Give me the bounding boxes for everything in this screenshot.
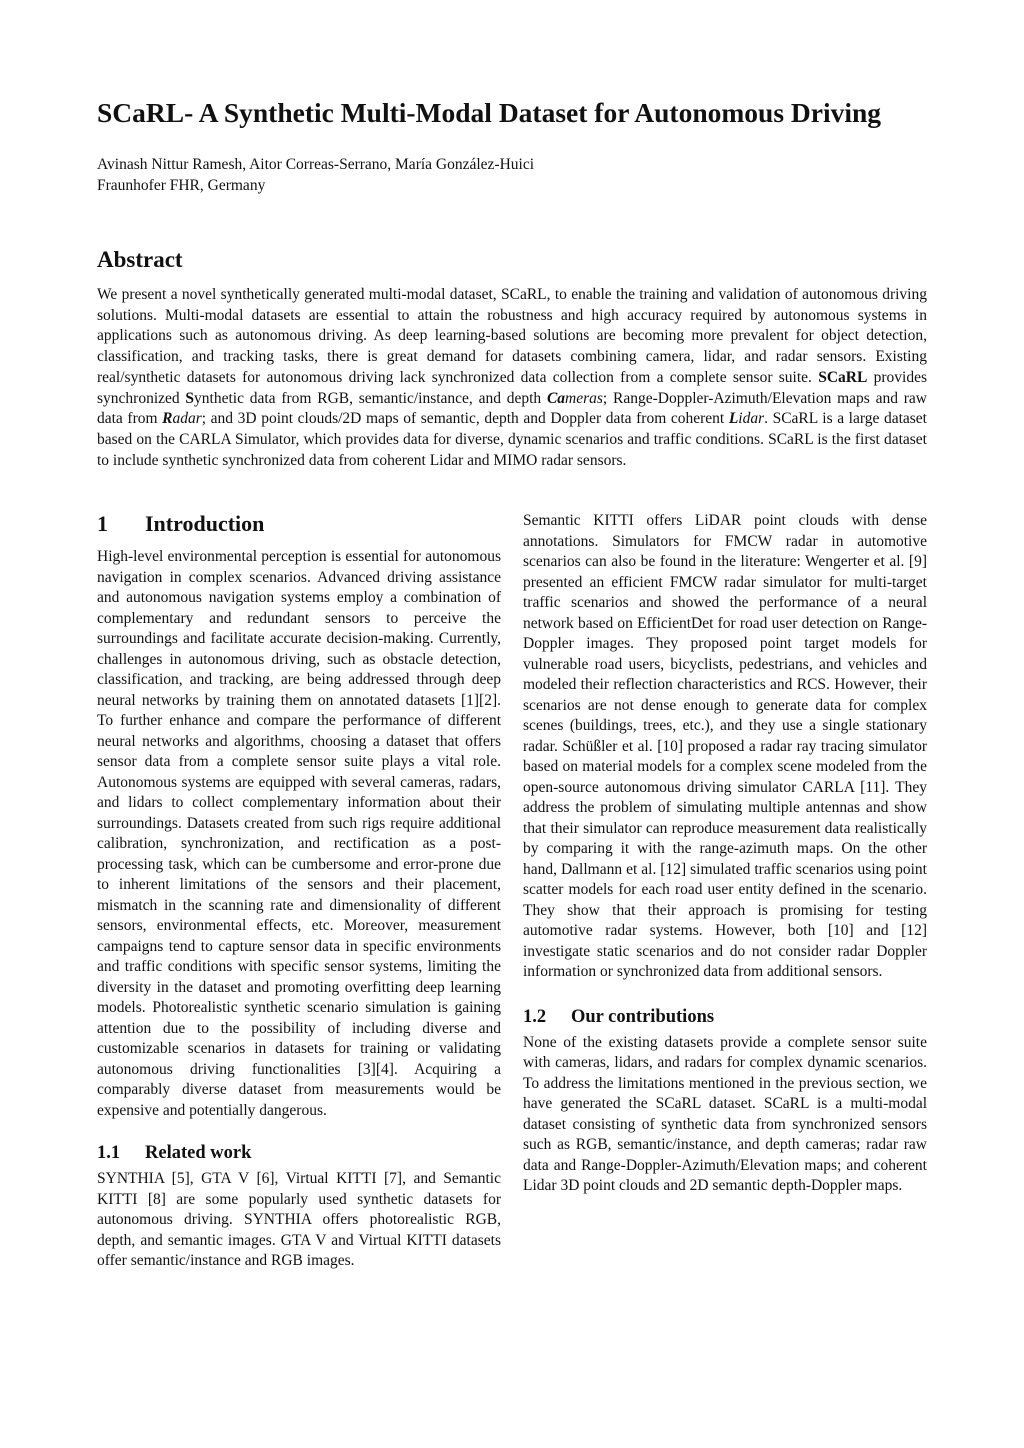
author-names: Avinash Nittur Ramesh, Aitor Correas-Serrano, María González-Huici: [97, 156, 535, 173]
section-heading-introduction: 1 Introduction: [97, 511, 265, 536]
abstract-scarl-bold: SCaRL: [818, 368, 868, 386]
introduction-text: High-level environmental perception is essential for autonomous navigation in complex scenarios. Advanced driving assistance and autonomous navigation systems employ a combination of complementary and redundant sensors to perceive the surroundings and facilitate accurate decision-making. Currently, challenges in autonomous driving, such as obstacle detection, classification, and tracking, are being addressed through deep neural networks by training them on annotated datasets [1][2]. To further enhance and compare the performance of different neural networks and algorithms, choosing a dataset that offers sensor data from a complete sensor suite plays a vital role. Autonomous systems are equipped with several cameras, radars, and lidars to collect complementary information about their surroundings. Datasets created from such rigs require additional calibration, synchronization, and rectification as a post-processing task, which can be cumbersome and error-prone due to inherent limitations of the sensors and their placement, mismatch in the scanning rate and dimensionality of different sensors, environmental effects, etc. Moreover, measurement campaigns tend to capture sensor data in specific environments and traffic conditions with specific sensor systems, limiting the diversity in the dataset and promoting overfitting deep learning models. Photorealistic synthetic scenario simulation is gaining attention due to the possibility of including diverse and customizable scenarios in datasets for training or validating autonomous driving functionalities [3][4]. Acquiring a comparably diverse dataset from measurements would be expensive and potentially dangerous.: [97, 548, 501, 1119]
contributions-text: None of the existing datasets provide a complete sensor suite with cameras, lidars, and radars for complex dynamic scenarios. To address the limitations mentioned in the previous section, we have generated the SCaRL dataset. SCaRL is a multi-modal dataset consisting of synthetic data from synchronized sensors such as RGB, semantic/instance, and depth cameras; radar raw data and Range-Doppler-Azimuth/Elevation maps; and coherent Lidar 3D point clouds and 2D semantic depth-Doppler maps.: [523, 1033, 927, 1194]
subsection-heading-related-work: 1.1 Related work: [97, 1143, 252, 1163]
left-column: [97, 509, 501, 1272]
related-work-text-left: SYNTHIA [5], GTA V [6], Virtual KITTI [7], and Semantic KITTI [8] are some popularly used synthetic datasets for autonomous driving. SYNTHIA offers photorealistic RGB, depth, and semantic images. GTA V and Virtual KITTI datasets offer semantic/instance and RGB images.: [97, 1170, 501, 1269]
author-affiliation: Fraunhofer FHR, Germany: [97, 177, 266, 194]
abstract-heading: Abstract: [97, 247, 183, 272]
related-work-text-right: Semantic KITTI offers LiDAR point clouds with dense annotations. Simulators for FMCW radar in automotive scenarios can also be found in the literature: Wengerter et al. [9] presented an efficient FMCW radar simulator for multi-target traffic scenarios and showed the performance of a neural network based on EfficientDet for road user detection on Range-Doppler images. They proposed point target models for vulnerable road users, bicyclists, pedestrians, and vehicles and modeled their reflection characteristics and RCS. However, their scenarios are not dense enough to generate data for complex scenes (buildings, trees, etc.), and they use a single stationary radar. Schüßler et al. [10] proposed a radar ray tracing simulator based on material models for a complex scene modeled from the open-source autonomous driving simulator CARLA [11]. They address the problem of simulating multiple antennas and show that their simulator can reproduce measurement data realistically by comparing it with the range-azimuth maps. On the other hand, Dallmann et al. [12] simulated traffic scenarios using point scatter models for each road user entity defined in the scenario. They show that their approach is promising for testing automotive radar systems. However, both [10] and [12] investigate static scenarios and do not consider radar Doppler information or synchronized data from additional sensors.: [523, 512, 927, 980]
abstract-text: We present a novel synthetically generated multi-modal dataset, SCaRL, to enable the training and validation of autonomous driving solutions. Multi-modal datasets are essential to attain the robustness and high accuracy required by autonomous systems in applications such as autonomous driving. As deep learning-based solutions are becoming more prevalent for object detection, classification, and tracking tasks, there is great demand for datasets combining camera, lidar, and radar sensors. Existing real/synthetic datasets for autonomous driving lack synchronized data collection from a complete sensor suite. SCaRL provides synchronized Synthetic data from RGB, semantic/instance, and depth Cameras; Range-Doppler-Azimuth/Elevation maps and raw data from Radar; and 3D point clouds/2D maps of semantic, depth and Doppler data from coherent Lidar. SCaRL is a large dataset based on the CARLA Simulator, which provides data for diverse, dynamic scenarios and traffic conditions. SCaRL is the first dataset to include synthetic synchronized data from coherent Lidar and MIMO radar sensors.: [97, 286, 927, 469]
right-column: [523, 511, 927, 1197]
paper-title: SCaRL- A Synthetic Multi-Modal Dataset for Autonomous Driving: [97, 97, 882, 128]
subsection-heading-contributions: 1.2 Our contributions: [523, 1006, 715, 1027]
author-block: [97, 154, 937, 196]
